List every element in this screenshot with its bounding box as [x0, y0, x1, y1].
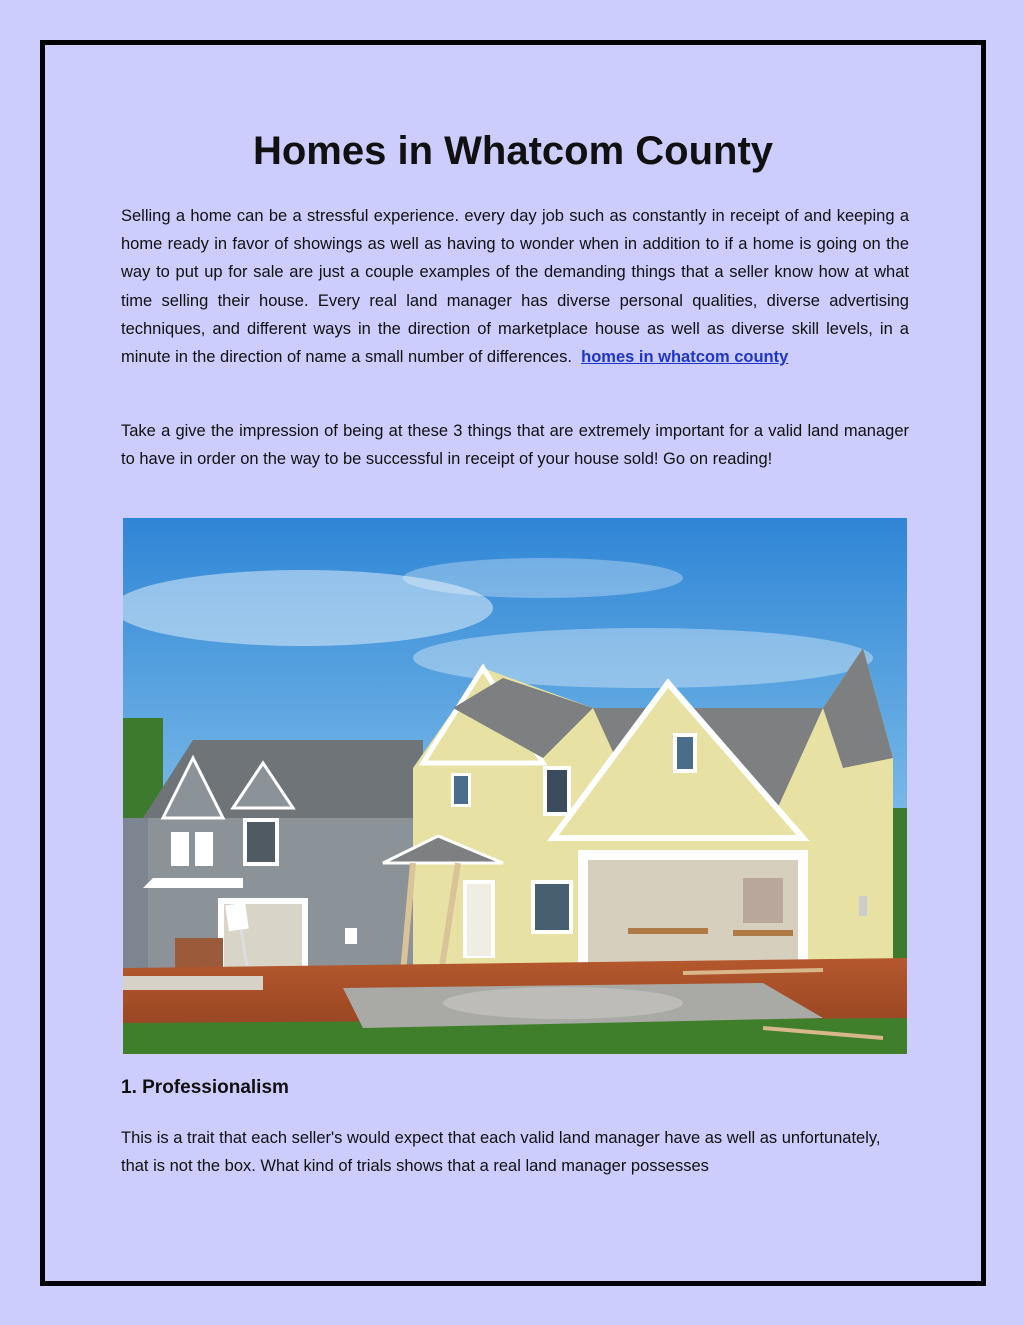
homes-in-whatcom-county-link[interactable]: homes in whatcom county — [581, 348, 789, 367]
house-photo — [123, 518, 907, 1054]
page-frame — [40, 40, 986, 1286]
intro-text: Selling a home can be a stressful experience. every day job such as constantly in receipt of and keeping a home ready in favor of showings as well as having to wonder when in addition to if a home is going on the way to put up for sale are just a couple examples of the demanding things that a seller know how at what time selling their house. Every real land manager has diverse personal qualities, diverse advertising techniques, and different ways in the direction of marketplace house as well as diverse skill levels, in a minute in the direction of name a small number of differences. — [121, 207, 909, 367]
intro-paragraph — [121, 202, 909, 371]
section-heading: 1. Professionalism — [121, 1077, 289, 1098]
section-paragraph: This is a trait that each seller's would expect that each valid land manager have as well as unfortunately, that is not the box. What kind of trials shows that a real land manager possesses — [121, 1129, 881, 1176]
page-title: Homes in Whatcom County — [252, 129, 774, 173]
second-paragraph: Take a give the impression of being at these 3 things that are extremely important for a valid land manager to have in order on the way to be successful in receipt of your house sold! Go on reading! — [121, 422, 909, 469]
